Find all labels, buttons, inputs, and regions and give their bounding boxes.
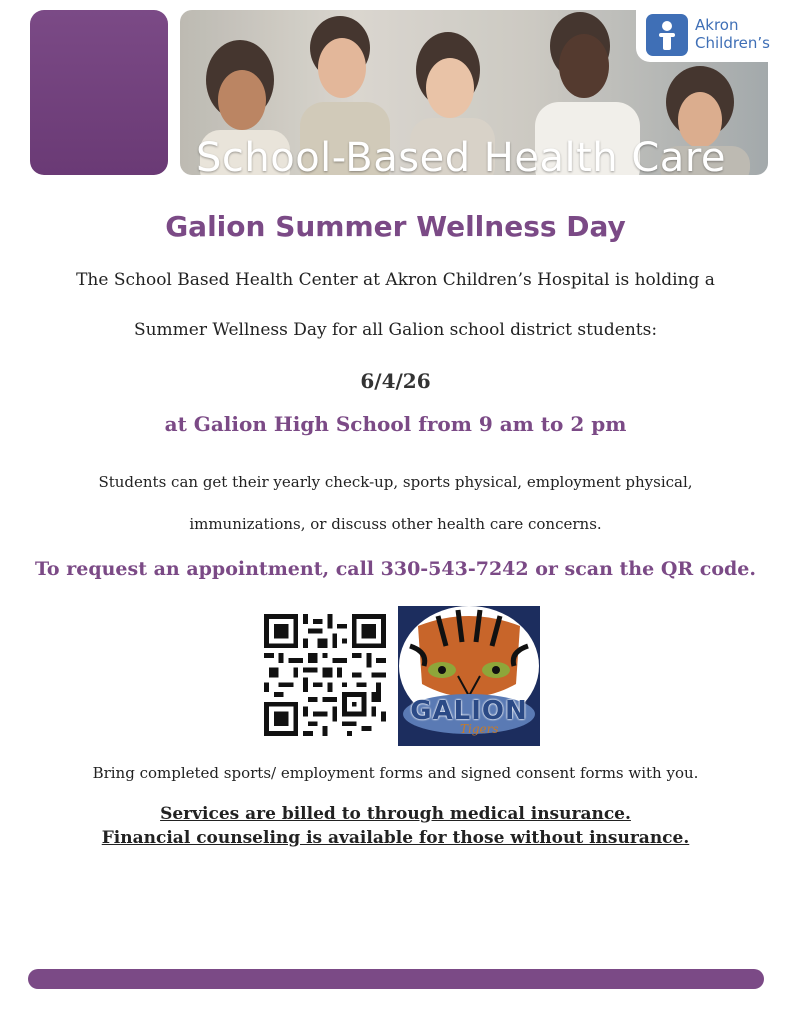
intro-line-2: Summer Wellness Day for all Galion school district students: — [133, 320, 658, 340]
event-location: at Galion High School from 9 am to 2 pm — [164, 412, 627, 436]
logo-line-2: Children’s — [695, 34, 770, 52]
tiger-logo-sub: Tigers — [460, 722, 499, 736]
qr-code[interactable] — [264, 614, 386, 736]
page-title: Galion Summer Wellness Day — [165, 210, 626, 243]
akron-childrens-logo — [636, 10, 768, 62]
galion-tigers-logo — [398, 606, 540, 746]
tiger-logo-word: GALION — [410, 696, 528, 726]
logo-text — [695, 16, 770, 52]
services-line-2: immunizations, or discuss other health care concerns. — [189, 515, 602, 533]
billing-line-2: Financial counseling is available for those without insurance. — [101, 828, 690, 848]
bring-forms-note: Bring completed sports/ employment forms and signed consent forms with you. — [92, 764, 699, 782]
footer-bar — [28, 969, 764, 989]
billing-line-1: Services are billed to through medical insurance. — [160, 804, 631, 824]
intro-line-1: The School Based Health Center at Akron Children’s Hospital is holding a — [76, 270, 715, 290]
purple-accent-block — [30, 10, 168, 175]
person-icon — [646, 14, 688, 56]
logo-line-1: Akron — [695, 16, 739, 34]
services-line-1: Students can get their yearly check-up, sports physical, employment physical, — [98, 473, 693, 491]
appointment-request: To request an appointment, call 330-543-7242 or scan the QR code. — [34, 558, 757, 580]
banner-title: School-Based Health Care — [196, 135, 726, 175]
event-date: 6/4/26 — [360, 369, 431, 393]
